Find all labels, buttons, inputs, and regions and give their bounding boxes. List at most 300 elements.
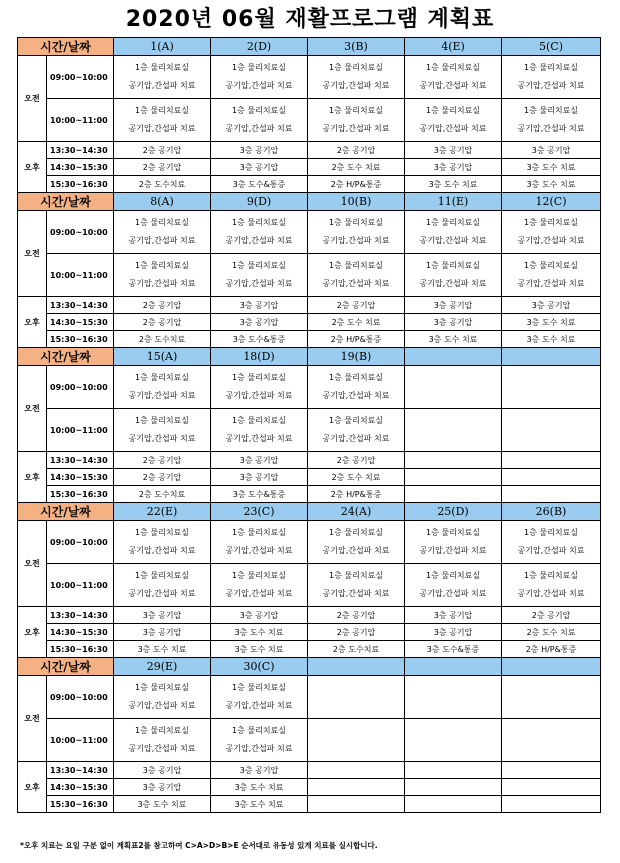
therapy-cell [308,254,405,297]
therapy-cell [502,409,601,452]
time-slot: 13:30~14:30 [47,142,114,159]
therapy-location: 1층 물리치료실 [524,106,579,115]
therapy-cell: 3층 도수 치료 [211,641,308,658]
therapy-cell [502,762,601,779]
therapy-location: 1층 물리치료실 [135,373,190,382]
therapy-cell: 2층 공기압 [308,607,405,624]
period-label-am: 오전 [18,676,47,762]
morning-row [18,366,601,409]
time-slot: 14:30~15:30 [47,779,114,796]
morning-row [18,56,601,99]
therapy-cell: 2층 도수 치료 [308,469,405,486]
therapy-cell: 3층 공기압 [211,297,308,314]
therapy-location: 1층 물리치료실 [329,106,384,115]
therapy-cell: 3층 공기압 [211,142,308,159]
therapy-type: 공기압,간섭파 치료 [225,546,293,555]
therapy-location: 1층 물리치료실 [232,261,287,270]
header-label: 시간/날짜 [18,193,114,211]
therapy-type: 공기압,간섭파 치료 [419,589,487,598]
afternoon-row [18,486,601,503]
therapy-cell: 2층 도수 치료 [308,159,405,176]
therapy-cell: 3층 공기압 [114,607,211,624]
therapy-cell: 3층 공기압 [114,779,211,796]
afternoon-row [18,297,601,314]
time-slot: 15:30~16:30 [47,796,114,813]
day-header: 12(C) [502,193,601,211]
therapy-cell [405,254,502,297]
therapy-cell [405,762,502,779]
therapy-type: 공기압,간섭파 치료 [128,279,196,288]
week-header-row [18,503,601,521]
therapy-cell [308,676,405,719]
therapy-cell [405,486,502,503]
day-header: 10(B) [308,193,405,211]
therapy-location: 1층 물리치료실 [329,63,384,72]
time-slot: 10:00~11:00 [47,254,114,297]
therapy-type: 공기압,간섭파 치료 [128,589,196,598]
therapy-cell [502,676,601,719]
morning-row [18,676,601,719]
therapy-cell [502,211,601,254]
therapy-type: 공기압,간섭파 치료 [419,81,487,90]
afternoon-row [18,779,601,796]
day-header: 1(A) [114,38,211,56]
therapy-cell [405,564,502,607]
period-label-am: 오전 [18,56,47,142]
therapy-location: 1층 물리치료실 [524,528,579,537]
therapy-cell [405,211,502,254]
therapy-cell: 3층 공기압 [211,762,308,779]
therapy-cell [211,211,308,254]
therapy-cell [502,486,601,503]
therapy-cell [308,564,405,607]
therapy-type: 공기압,간섭파 치료 [517,236,585,245]
therapy-cell [211,99,308,142]
therapy-location: 1층 물리치료실 [524,571,579,580]
day-header: 5(C) [502,38,601,56]
therapy-cell [502,779,601,796]
therapy-cell [308,409,405,452]
therapy-type: 공기압,간섭파 치료 [322,589,390,598]
therapy-cell [308,762,405,779]
header-label: 시간/날짜 [18,348,114,366]
therapy-type: 공기압,간섭파 치료 [517,589,585,598]
therapy-cell: 3층 공기압 [405,142,502,159]
therapy-location: 1층 물리치료실 [426,261,481,270]
afternoon-row [18,452,601,469]
day-header [502,348,601,366]
therapy-cell [502,719,601,762]
day-header: 15(A) [114,348,211,366]
therapy-cell [405,99,502,142]
afternoon-row [18,331,601,348]
therapy-cell [114,409,211,452]
morning-row [18,211,601,254]
therapy-cell: 3층 공기압 [114,624,211,641]
therapy-type: 공기압,간섭파 치료 [225,81,293,90]
therapy-location: 1층 물리치료실 [135,416,190,425]
therapy-location: 1층 물리치료실 [524,63,579,72]
day-header: 11(E) [405,193,502,211]
time-slot: 15:30~16:30 [47,486,114,503]
therapy-cell [308,99,405,142]
day-header: 2(D) [211,38,308,56]
therapy-cell [211,56,308,99]
therapy-cell [308,366,405,409]
period-label-am: 오전 [18,211,47,297]
afternoon-row [18,624,601,641]
header-label: 시간/날짜 [18,503,114,521]
therapy-cell: 3층 도수&통증 [211,176,308,193]
therapy-type: 공기압,간섭파 치료 [419,124,487,133]
therapy-location: 1층 물리치료실 [232,683,287,692]
therapy-type: 공기압,간섭파 치료 [225,434,293,443]
time-slot: 13:30~14:30 [47,297,114,314]
therapy-location: 1층 물리치료실 [232,218,287,227]
therapy-cell [211,521,308,564]
therapy-type: 공기압,간섭파 치료 [517,279,585,288]
time-slot: 15:30~16:30 [47,641,114,658]
therapy-location: 1층 물리치료실 [524,261,579,270]
day-header [405,348,502,366]
therapy-type: 공기압,간섭파 치료 [128,434,196,443]
afternoon-row [18,142,601,159]
therapy-cell [211,366,308,409]
time-slot: 09:00~10:00 [47,211,114,254]
therapy-cell: 3층 공기압 [502,142,601,159]
period-label-pm: 오후 [18,297,47,348]
therapy-type: 공기압,간섭파 치료 [128,124,196,133]
therapy-location: 1층 물리치료실 [232,528,287,537]
time-slot: 10:00~11:00 [47,409,114,452]
period-label-pm: 오후 [18,452,47,503]
therapy-cell: 3층 도수 치료 [211,624,308,641]
therapy-cell: 3층 공기압 [405,607,502,624]
therapy-type: 공기압,간섭파 치료 [322,546,390,555]
therapy-type: 공기압,간섭파 치료 [322,391,390,400]
therapy-cell: 2층 도수 치료 [308,314,405,331]
therapy-cell: 2층 공기압 [308,142,405,159]
therapy-cell: 2층 공기압 [308,297,405,314]
therapy-cell [308,719,405,762]
therapy-cell [405,409,502,452]
afternoon-row [18,314,601,331]
time-slot: 14:30~15:30 [47,159,114,176]
therapy-cell: 3층 도수 치료 [502,176,601,193]
day-header: 22(E) [114,503,211,521]
therapy-location: 1층 물리치료실 [135,726,190,735]
time-slot: 14:30~15:30 [47,314,114,331]
therapy-type: 공기압,간섭파 치료 [322,81,390,90]
therapy-cell [114,254,211,297]
day-header: 29(E) [114,658,211,676]
therapy-type: 공기압,간섭파 치료 [322,124,390,133]
therapy-cell [405,452,502,469]
therapy-location: 1층 물리치료실 [135,261,190,270]
time-slot: 15:30~16:30 [47,331,114,348]
therapy-type: 공기압,간섭파 치료 [128,236,196,245]
therapy-cell: 3층 도수 치료 [502,331,601,348]
therapy-location: 1층 물리치료실 [329,218,384,227]
therapy-type: 공기압,간섭파 치료 [517,81,585,90]
therapy-cell: 3층 공기압 [405,314,502,331]
therapy-cell: 3층 공기압 [114,762,211,779]
therapy-cell [114,719,211,762]
therapy-cell [405,521,502,564]
therapy-cell [308,56,405,99]
therapy-cell: 2층 도수치료 [114,176,211,193]
therapy-cell [502,521,601,564]
day-header: 3(B) [308,38,405,56]
therapy-location: 1층 물리치료실 [135,683,190,692]
therapy-type: 공기압,간섭파 치료 [322,279,390,288]
therapy-type: 공기압,간섭파 치료 [225,236,293,245]
therapy-cell: 3층 공기압 [211,314,308,331]
day-header: 9(D) [211,193,308,211]
time-slot: 15:30~16:30 [47,176,114,193]
time-slot: 10:00~11:00 [47,564,114,607]
period-label-am: 오전 [18,521,47,607]
time-slot: 10:00~11:00 [47,99,114,142]
therapy-cell: 2층 H/P&통증 [308,486,405,503]
week-header-row [18,348,601,366]
therapy-cell [405,469,502,486]
therapy-cell [114,564,211,607]
therapy-cell: 3층 공기압 [405,624,502,641]
day-header: 30(C) [211,658,308,676]
afternoon-row [18,762,601,779]
therapy-cell: 3층 공기압 [211,452,308,469]
time-slot: 13:30~14:30 [47,762,114,779]
therapy-cell [502,366,601,409]
therapy-cell [211,254,308,297]
therapy-type: 공기압,간섭파 치료 [517,546,585,555]
therapy-cell: 2층 H/P&통증 [502,641,601,658]
therapy-type: 공기압,간섭파 치료 [128,81,196,90]
therapy-location: 1층 물리치료실 [232,726,287,735]
therapy-location: 1층 물리치료실 [426,106,481,115]
period-label-pm: 오후 [18,762,47,813]
therapy-location: 1층 물리치료실 [135,63,190,72]
therapy-cell: 3층 도수 치료 [405,331,502,348]
therapy-cell: 2층 도수치료 [114,486,211,503]
afternoon-row [18,176,601,193]
time-slot: 10:00~11:00 [47,719,114,762]
therapy-cell: 3층 도수&통증 [405,641,502,658]
time-slot: 09:00~10:00 [47,366,114,409]
schedule-table [17,37,601,813]
therapy-cell: 2층 공기압 [502,607,601,624]
afternoon-row [18,796,601,813]
afternoon-row [18,469,601,486]
therapy-location: 1층 물리치료실 [232,416,287,425]
day-header [405,658,502,676]
therapy-cell [114,521,211,564]
therapy-cell: 2층 공기압 [308,624,405,641]
morning-row [18,564,601,607]
therapy-type: 공기압,간섭파 치료 [128,391,196,400]
day-header: 8(A) [114,193,211,211]
therapy-cell [211,676,308,719]
time-slot: 13:30~14:30 [47,452,114,469]
therapy-cell: 3층 공기압 [405,297,502,314]
day-header: 24(A) [308,503,405,521]
therapy-type: 공기압,간섭파 치료 [225,391,293,400]
therapy-location: 1층 물리치료실 [329,528,384,537]
therapy-type: 공기압,간섭파 치료 [517,124,585,133]
footnote: *오후 치료는 요일 구분 없이 계획표2를 참고하여 C>A>D>B>E 순서대로 유동성 있게 치료를 실시합니다. [20,841,378,850]
morning-row [18,99,601,142]
therapy-cell: 2층 공기압 [114,159,211,176]
therapy-type: 공기압,간섭파 치료 [419,236,487,245]
therapy-cell: 3층 도수 치료 [211,779,308,796]
therapy-cell [211,719,308,762]
therapy-cell: 3층 도수 치료 [114,796,211,813]
therapy-type: 공기압,간섭파 치료 [225,701,293,710]
therapy-location: 1층 물리치료실 [426,571,481,580]
therapy-cell: 3층 공기압 [211,607,308,624]
therapy-cell [502,796,601,813]
day-header: 23(C) [211,503,308,521]
therapy-cell: 2층 H/P&통증 [308,176,405,193]
therapy-type: 공기압,간섭파 치료 [128,701,196,710]
therapy-location: 1층 물리치료실 [232,106,287,115]
therapy-type: 공기압,간섭파 치료 [419,546,487,555]
therapy-cell [211,409,308,452]
therapy-cell: 2층 공기압 [308,452,405,469]
morning-row [18,409,601,452]
afternoon-row [18,607,601,624]
therapy-cell [211,564,308,607]
therapy-cell [405,796,502,813]
day-header: 19(B) [308,348,405,366]
therapy-cell [502,99,601,142]
therapy-type: 공기압,간섭파 치료 [322,434,390,443]
afternoon-row [18,641,601,658]
period-label-am: 오전 [18,366,47,452]
therapy-location: 1층 물리치료실 [329,416,384,425]
therapy-cell: 3층 도수 치료 [502,314,601,331]
therapy-cell: 3층 공기압 [502,297,601,314]
therapy-cell [308,796,405,813]
period-label-pm: 오후 [18,142,47,193]
therapy-cell [405,676,502,719]
therapy-cell [502,254,601,297]
therapy-cell [405,56,502,99]
therapy-cell [502,56,601,99]
week-header-row [18,193,601,211]
time-slot: 14:30~15:30 [47,624,114,641]
therapy-cell: 3층 도수 치료 [405,176,502,193]
therapy-location: 1층 물리치료실 [426,63,481,72]
therapy-cell: 2층 공기압 [114,314,211,331]
morning-row [18,719,601,762]
therapy-cell [308,521,405,564]
therapy-cell [405,779,502,796]
therapy-location: 1층 물리치료실 [329,373,384,382]
therapy-cell: 3층 공기압 [211,469,308,486]
therapy-cell [114,99,211,142]
therapy-cell: 3층 도수 치료 [502,159,601,176]
therapy-location: 1층 물리치료실 [135,218,190,227]
day-header [502,658,601,676]
therapy-cell: 2층 도수치료 [308,641,405,658]
therapy-cell: 2층 공기압 [114,452,211,469]
morning-row [18,521,601,564]
therapy-cell [114,676,211,719]
therapy-type: 공기압,간섭파 치료 [225,124,293,133]
period-label-pm: 오후 [18,607,47,658]
therapy-cell: 2층 도수 치료 [502,624,601,641]
therapy-location: 1층 물리치료실 [329,261,384,270]
time-slot: 09:00~10:00 [47,56,114,99]
therapy-type: 공기압,간섭파 치료 [128,744,196,753]
therapy-cell: 3층 공기압 [211,159,308,176]
afternoon-row [18,159,601,176]
therapy-cell [502,564,601,607]
therapy-cell: 3층 공기압 [405,159,502,176]
therapy-type: 공기압,간섭파 치료 [225,744,293,753]
morning-row [18,254,601,297]
therapy-cell: 3층 도수 치료 [114,641,211,658]
day-header: 26(B) [502,503,601,521]
therapy-cell [405,366,502,409]
therapy-cell: 2층 공기압 [114,297,211,314]
therapy-cell [502,452,601,469]
therapy-cell: 2층 공기압 [114,142,211,159]
time-slot: 09:00~10:00 [47,676,114,719]
therapy-type: 공기압,간섭파 치료 [322,236,390,245]
therapy-location: 1층 물리치료실 [524,218,579,227]
therapy-location: 1층 물리치료실 [232,571,287,580]
header-label: 시간/날짜 [18,658,114,676]
therapy-cell: 2층 도수치료 [114,331,211,348]
therapy-location: 1층 물리치료실 [329,571,384,580]
therapy-cell: 3층 도수 치료 [211,796,308,813]
time-slot: 14:30~15:30 [47,469,114,486]
therapy-location: 1층 물리치료실 [232,373,287,382]
therapy-type: 공기압,간섭파 치료 [419,279,487,288]
therapy-cell: 2층 공기압 [114,469,211,486]
time-slot: 13:30~14:30 [47,607,114,624]
day-header [308,658,405,676]
therapy-cell [308,779,405,796]
day-header: 18(D) [211,348,308,366]
therapy-location: 1층 물리치료실 [426,528,481,537]
therapy-cell: 2층 H/P&통증 [308,331,405,348]
therapy-cell [502,469,601,486]
therapy-cell: 3층 도수&통증 [211,486,308,503]
therapy-type: 공기압,간섭파 치료 [128,546,196,555]
therapy-cell: 3층 도수&통증 [211,331,308,348]
therapy-location: 1층 물리치료실 [232,63,287,72]
therapy-location: 1층 물리치료실 [135,106,190,115]
therapy-location: 1층 물리치료실 [135,571,190,580]
therapy-cell [308,211,405,254]
header-label: 시간/날짜 [18,38,114,56]
therapy-cell [114,366,211,409]
therapy-cell [405,719,502,762]
day-header: 4(E) [405,38,502,56]
time-slot: 09:00~10:00 [47,521,114,564]
week-header-row [18,38,601,56]
therapy-type: 공기압,간섭파 치료 [225,279,293,288]
therapy-cell [114,56,211,99]
therapy-location: 1층 물리치료실 [426,218,481,227]
therapy-cell [114,211,211,254]
day-header: 25(D) [405,503,502,521]
week-header-row [18,658,601,676]
